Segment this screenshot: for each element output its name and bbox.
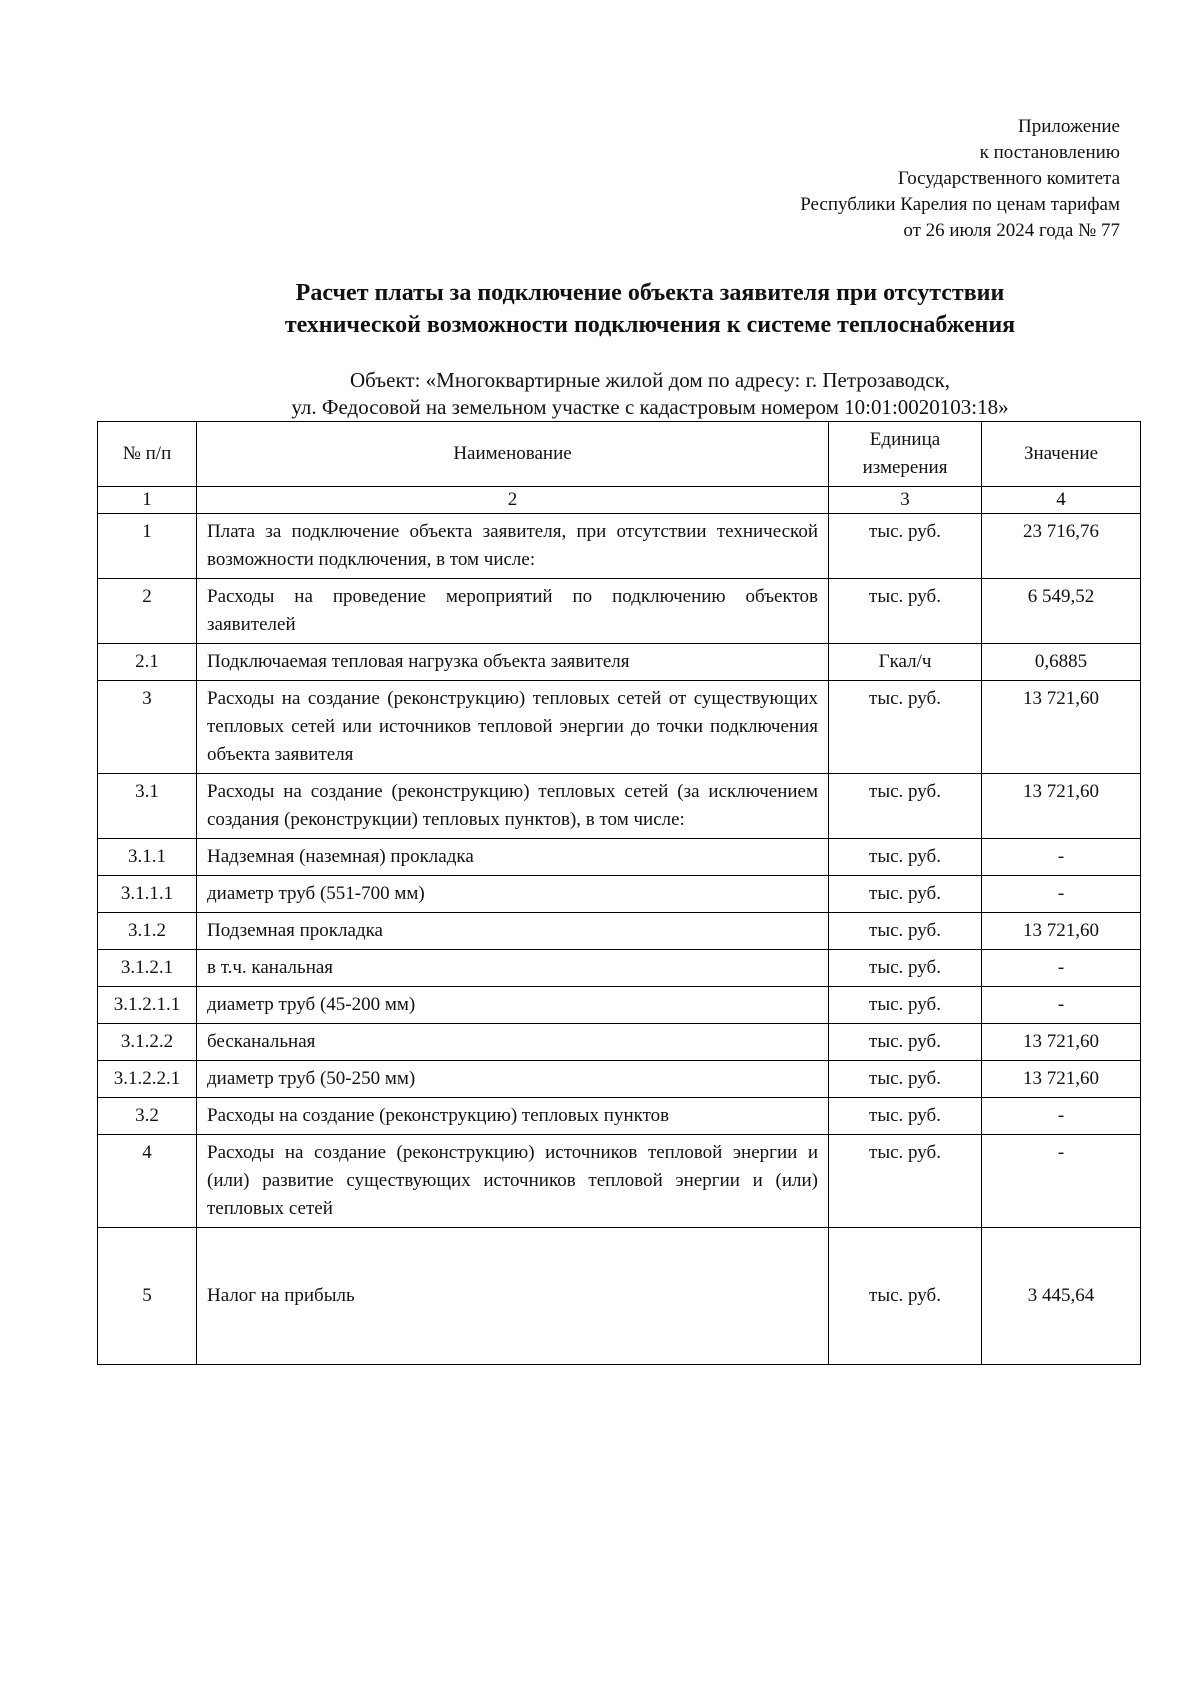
table-header-row	[98, 422, 1141, 487]
row-value: 13 721,60	[982, 913, 1141, 950]
row-unit: тыс. руб.	[829, 1061, 982, 1098]
row-number: 3.1.2.2	[98, 1024, 197, 1061]
table-row	[98, 876, 1141, 913]
row-unit: тыс. руб.	[829, 987, 982, 1024]
row-unit: тыс. руб.	[829, 1098, 982, 1135]
row-unit: тыс. руб.	[829, 1228, 982, 1365]
column-index: 4	[982, 487, 1141, 514]
table-row	[98, 681, 1141, 774]
table-row	[98, 644, 1141, 681]
row-number: 3.1	[98, 774, 197, 839]
table-row	[98, 1024, 1141, 1061]
row-unit: тыс. руб.	[829, 514, 982, 579]
table-row	[98, 1098, 1141, 1135]
calculation-table	[97, 421, 1141, 1365]
header-unit: Единица измерения	[829, 422, 982, 487]
appendix-line: Приложение	[1018, 116, 1120, 137]
row-unit: тыс. руб.	[829, 950, 982, 987]
row-number: 3.2	[98, 1098, 197, 1135]
table-row	[98, 913, 1141, 950]
row-number: 2	[98, 579, 197, 644]
row-value: -	[982, 1098, 1141, 1135]
row-unit: тыс. руб.	[829, 681, 982, 774]
row-unit: Гкал/ч	[829, 644, 982, 681]
row-name: Надземная (наземная) прокладка	[197, 839, 829, 876]
row-number: 3.1.2	[98, 913, 197, 950]
appendix-block	[800, 114, 1120, 244]
row-number: 3	[98, 681, 197, 774]
row-number: 3.1.2.2.1	[98, 1061, 197, 1098]
table-row	[98, 1135, 1141, 1228]
row-unit: тыс. руб.	[829, 579, 982, 644]
row-name: Расходы на проведение мероприятий по подключению объектов заявителей	[197, 579, 829, 644]
title-line: технической возможности подключения к системе теплоснабжения	[284, 312, 1016, 338]
header-name: Наименование	[197, 422, 829, 487]
appendix-line: от 26 июля 2024 года № 77	[903, 220, 1120, 241]
row-number: 3.1.2.1	[98, 950, 197, 987]
appendix-line: к постановлению	[979, 142, 1120, 163]
table-row	[98, 1061, 1141, 1098]
row-value: 3 445,64	[982, 1228, 1141, 1365]
row-value: 13 721,60	[982, 1061, 1141, 1098]
row-number: 3.1.2.1.1	[98, 987, 197, 1024]
row-value: -	[982, 876, 1141, 913]
table-row	[98, 579, 1141, 644]
row-unit: тыс. руб.	[829, 1135, 982, 1228]
row-value: 13 721,60	[982, 681, 1141, 774]
row-value: -	[982, 839, 1141, 876]
row-name: в т.ч. канальная	[197, 950, 829, 987]
row-name: диаметр труб (45-200 мм)	[197, 987, 829, 1024]
table-row	[98, 514, 1141, 579]
row-unit: тыс. руб.	[829, 1024, 982, 1061]
row-name: диаметр труб (50-250 мм)	[197, 1061, 829, 1098]
column-index: 1	[98, 487, 197, 514]
row-unit: тыс. руб.	[829, 876, 982, 913]
object-description	[0, 367, 1200, 421]
object-line: Объект: «Многоквартирные жилой дом по адресу: г. Петрозаводск,	[349, 368, 951, 392]
row-name: Подземная прокладка	[197, 913, 829, 950]
row-number: 1	[98, 514, 197, 579]
document-title	[0, 277, 1200, 341]
row-value: 23 716,76	[982, 514, 1141, 579]
row-number: 3.1.1	[98, 839, 197, 876]
row-number: 4	[98, 1135, 197, 1228]
row-value: -	[982, 1135, 1141, 1228]
row-value: 13 721,60	[982, 774, 1141, 839]
row-value: 13 721,60	[982, 1024, 1141, 1061]
header-num: № п/п	[98, 422, 197, 487]
table-row	[98, 1228, 1141, 1365]
header-value: Значение	[982, 422, 1141, 487]
row-value: 6 549,52	[982, 579, 1141, 644]
row-value: -	[982, 950, 1141, 987]
appendix-line: Республики Карелия по ценам тарифам	[800, 194, 1120, 215]
object-line: ул. Федосовой на земельном участке с кадастровым номером 10:01:0020103:18»	[291, 395, 1009, 419]
title-line: Расчет платы за подключение объекта заявителя при отсутствии	[295, 280, 1005, 306]
row-number: 5	[98, 1228, 197, 1365]
table-row	[98, 987, 1141, 1024]
table-row	[98, 950, 1141, 987]
appendix-line: Государственного комитета	[897, 168, 1120, 189]
row-name: Расходы на создание (реконструкцию) тепловых сетей от существующих тепловых сетей или источников тепловой энергии до точки подключения объекта заявителя	[197, 681, 829, 774]
row-name: Плата за подключение объекта заявителя, при отсутствии технической возможности подключения, в том числе:	[197, 514, 829, 579]
row-name: Расходы на создание (реконструкцию) тепловых сетей (за исключением создания (реконструкции) тепловых пунктов), в том числе:	[197, 774, 829, 839]
column-index: 2	[197, 487, 829, 514]
table-row	[98, 839, 1141, 876]
row-value: 0,6885	[982, 644, 1141, 681]
row-name: Подключаемая тепловая нагрузка объекта заявителя	[197, 644, 829, 681]
row-name: диаметр труб (551-700 мм)	[197, 876, 829, 913]
row-name: Расходы на создание (реконструкцию) источников тепловой энергии и (или) развитие существующих источников тепловой энергии и (или) тепловых сетей	[197, 1135, 829, 1228]
row-unit: тыс. руб.	[829, 839, 982, 876]
row-value: -	[982, 987, 1141, 1024]
column-index: 3	[829, 487, 982, 514]
row-number: 3.1.1.1	[98, 876, 197, 913]
row-name: бесканальная	[197, 1024, 829, 1061]
row-unit: тыс. руб.	[829, 774, 982, 839]
row-name: Налог на прибыль	[197, 1228, 829, 1365]
table-row	[98, 774, 1141, 839]
column-index-row	[98, 487, 1141, 514]
row-unit: тыс. руб.	[829, 913, 982, 950]
row-number: 2.1	[98, 644, 197, 681]
row-name: Расходы на создание (реконструкцию) тепловых пунктов	[197, 1098, 829, 1135]
